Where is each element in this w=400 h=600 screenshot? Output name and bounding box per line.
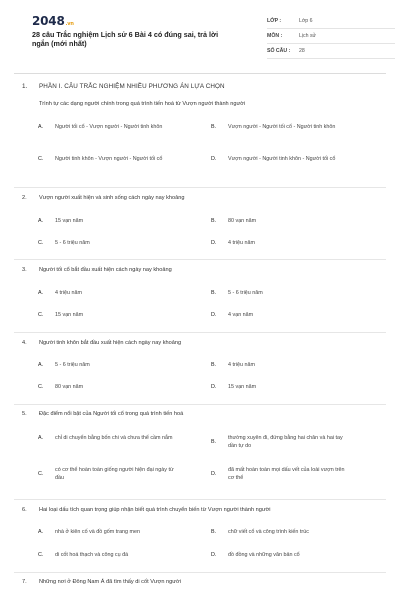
question-text: Vượn người xuất hiện và sinh sống cách ngày nay khoảng [39, 195, 185, 201]
option-b[interactable] [211, 529, 378, 537]
document-title: 28 câu Trắc nghiệm Lịch sử 6 Bài 4 có đúng sai, trả lời ngắn (mới nhất) [32, 30, 219, 49]
option-a[interactable] [38, 435, 175, 443]
option-letter: D. [211, 470, 217, 477]
question-text: Trình tự các dạng người chính trong quá trình tiến hoá từ Vượn người thành người [39, 101, 246, 107]
option-letter: C. [38, 552, 44, 558]
question-text: Người tối cổ bắt đầu xuất hiện cách ngày nay khoảng [39, 267, 172, 273]
option-letter: A. [38, 435, 44, 441]
option-a[interactable] [38, 290, 175, 298]
question-4 [22, 340, 372, 347]
option-c[interactable] [38, 552, 205, 560]
question-7 [22, 579, 372, 586]
document-header [14, 0, 386, 68]
option-c[interactable] [38, 312, 175, 320]
question-divider [14, 259, 386, 260]
meta-value: Lịch sử [299, 33, 317, 39]
option-b[interactable] [211, 435, 348, 451]
option-d[interactable] [211, 240, 348, 248]
option-text: 80 vạn năm [228, 218, 257, 224]
option-letter: A. [38, 290, 44, 296]
question-divider [14, 572, 386, 573]
option-c[interactable] [38, 384, 175, 392]
option-c[interactable] [38, 240, 175, 248]
option-d[interactable] [211, 312, 348, 320]
option-letter: A. [38, 362, 44, 368]
option-a[interactable] [38, 529, 205, 537]
option-c[interactable] [38, 467, 175, 483]
option-text: Người tối cổ - Vượn người - Người tinh khôn [55, 124, 163, 130]
option-letter: D. [211, 552, 217, 558]
option-text: di cốt hoá thạch và công cụ đá [55, 552, 129, 558]
option-letter: A. [38, 124, 44, 130]
option-text: 80 vạn năm [55, 384, 84, 390]
question-divider [14, 332, 386, 333]
option-b[interactable] [211, 362, 348, 370]
question-3 [22, 267, 372, 274]
option-text: Người tinh khôn - Vượn người - Người tối cổ [55, 156, 163, 162]
option-b[interactable] [211, 290, 348, 298]
question-divider [14, 499, 386, 500]
option-text: Vượn người - Người tối cổ - Người tinh khôn [228, 124, 336, 130]
option-letter: C. [38, 240, 44, 246]
question-number: 2. [22, 195, 27, 201]
option-b[interactable] [211, 218, 348, 226]
option-b[interactable] [211, 124, 348, 132]
question-number: 5. [22, 411, 27, 417]
header-divider [14, 73, 386, 74]
option-text: 4 triệu năm [228, 362, 255, 368]
option-letter: B. [211, 124, 217, 130]
option-text: 5 - 6 triệu năm [228, 290, 263, 296]
option-letter: B. [211, 362, 217, 368]
option-text: đồ đồng và những văn bản cổ [228, 552, 300, 558]
option-letter: B. [211, 529, 217, 535]
meta-value: 28 [299, 48, 305, 54]
option-letter: C. [38, 384, 44, 390]
option-d[interactable] [211, 552, 378, 560]
option-text: 5 - 6 triệu năm [55, 240, 90, 246]
option-text: 4 vạn năm [228, 312, 254, 318]
meta-row-subject [267, 29, 395, 44]
question-6 [22, 507, 372, 514]
option-text: chữ viết cổ và công trình kiến trúc [228, 529, 309, 535]
option-a[interactable] [38, 124, 175, 132]
meta-row-grade [267, 14, 395, 29]
option-c[interactable] [38, 156, 175, 164]
option-d[interactable] [211, 467, 348, 483]
option-text: có cơ thể hoàn toàn giống người hiện đại ngày từ đầu [55, 467, 174, 481]
meta-value: Lớp 6 [299, 18, 313, 24]
option-text: 4 triệu năm [228, 240, 255, 246]
logo-main: 2048 [32, 14, 65, 28]
option-a[interactable] [38, 362, 175, 370]
option-text: 5 - 6 triệu năm [55, 362, 90, 368]
question-divider [14, 187, 386, 188]
meta-key: MÔN : [267, 33, 283, 39]
option-letter: A. [38, 218, 44, 224]
question-divider [14, 404, 386, 405]
section-title: PHẦN I. CÂU TRẮC NGHIỆM NHIỀU PHƯƠNG ÁN LỰA CHỌN [39, 83, 225, 90]
question-number: 4. [22, 340, 27, 346]
option-letter: D. [211, 384, 217, 390]
option-text: nhà ở kiên cố và đồ gốm trang men [55, 529, 141, 535]
option-text: 15 vạn năm [228, 384, 257, 390]
option-letter: C. [38, 312, 44, 318]
option-text: đã mất hoàn toàn mọi dấu vết của loài vượn trên cơ thể [228, 467, 345, 481]
question-1 [22, 101, 372, 107]
meta-row-count [267, 44, 395, 59]
option-text: 4 triệu năm [55, 290, 82, 296]
option-letter: C. [38, 470, 44, 477]
option-letter: D. [211, 312, 217, 318]
option-text: Vượn người - Người tinh khôn - Người tối cổ [228, 156, 336, 162]
option-text: 15 vạn năm [55, 312, 84, 318]
option-d[interactable] [211, 156, 348, 164]
section-number: 1. [22, 83, 28, 90]
option-d[interactable] [211, 384, 348, 392]
question-2 [22, 195, 372, 202]
question-text: Hai loại dấu tích quan trọng giúp nhận biết quá trình chuyển biến từ Vượn người thành người [39, 507, 271, 513]
logo-sub: .vn [65, 21, 74, 27]
option-letter: B. [211, 290, 217, 296]
option-letter: D. [211, 156, 217, 162]
option-text: chỉ di chuyển bằng bốn chi và chưa thể cầm nắm [55, 435, 173, 441]
option-letter: C. [38, 156, 44, 162]
site-logo[interactable] [32, 14, 74, 28]
option-letter: D. [211, 240, 217, 246]
question-number: 3. [22, 267, 27, 273]
option-letter: B. [211, 218, 217, 224]
option-a[interactable] [38, 218, 175, 226]
question-text: Người tinh khôn bắt đầu xuất hiện cách ngày nay khoảng [39, 340, 182, 346]
question-5 [22, 411, 372, 418]
option-text: thường xuyên đi, đứng bằng hai chân và hai tay dần tự do [228, 435, 343, 449]
section-heading [22, 83, 225, 90]
option-letter: B. [211, 438, 217, 445]
question-number: 7. [22, 579, 27, 585]
meta-key: LỚP : [267, 18, 282, 24]
question-text: Đặc điểm nổi bật của Người tối cổ trong quá trình tiến hoá [39, 411, 184, 417]
meta-key: SỐ CÂU : [267, 48, 291, 54]
meta-table [267, 14, 395, 59]
question-text: Những nơi ở Đông Nam Á đã tìm thấy di cốt Vượn người [39, 579, 181, 585]
question-number: 6. [22, 507, 27, 513]
option-letter: A. [38, 529, 44, 535]
option-text: 15 vạn năm [55, 218, 84, 224]
